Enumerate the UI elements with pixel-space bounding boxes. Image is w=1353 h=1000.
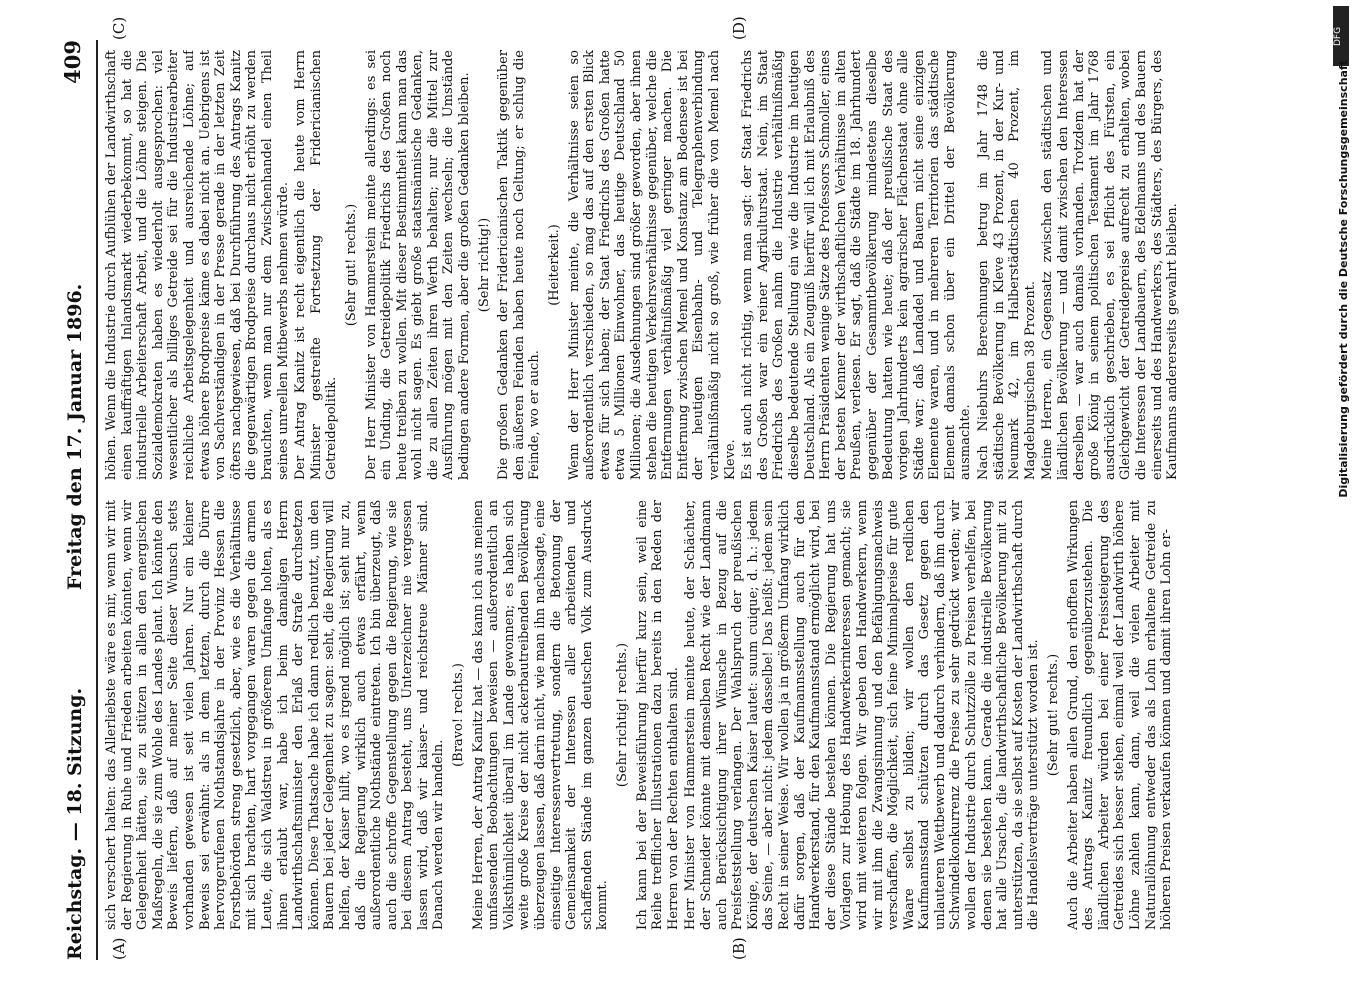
paragraph: Der Herr Minister von Hammerstein meinte allerdings: es sei ein Unding, die Getreidepolitik Friedrichs des Großen noch heute treiben zu wollen. Mit dieser Bestimmtheit kann man das wohl nicht sagen. Es giebt große staatsmännische Gedanken, die zu allen Zeiten ihren Werth behalten; nur die Mittel zur Ausführung mögen mit den Zeiten wechseln; die Umstände bedingen andere Formen, aber die großen Gedanken bleiben. [363,50,473,480]
page-header [60,40,90,960]
interjection: (Sehr gut! rechts.) [343,203,359,327]
paragraph: sich verschert halten: das Allerliebste wäre es mir, wenn wir mit der Regierung in Ruhe und Frieden arbeiten könnten, wenn wir Gelegenheit hätten, sie zu stützen in allen den energischen Maßregeln, die sie zum Wohle des Landes plant. Ich könnte den Beweis liefern, daß auf meiner Seite dieser Wunsch stets vorhanden gewesen ist seit vielen Jahren. Nur ein kleiner Beweis sei erwähnt: als in dem letzten, durch die Dürre hervorgerufenen Nothstandsjahre in der Provinz Hessen die Forstbehörden streng gesetzlich, aber, wie es die Verhältnisse mit sich brachten, hart vorgegangen waren gegen die armen Leute, die sich Waldstreu in größerem Umfange holten, als es ihnen erlaubt war, habe ich beim damaligen Herrn Landwirthschaftsminister den Erlaß der Strafe durchsetzen können. Diese Thatsache habe ich dann redlich benutzt, um den Bauern bei jeder Gelegenheit zu sagen: seht, die Regierung will helfen, der Kaiser hilft, wo es irgend möglich ist; seht nur zu, daß die Regierung wirklich auch etwas erfährt, wenn außerordentliche Nothstände eintreten. Ich bin überzeugt, daß auch die schroffe Gegenstellung gegen die Regierung, wie sie bei diesem Antrag besteht, uns Unterzeichner nie vergessen lassen wird, daß wir kaiser- und reichstreue Männer sind. Danach werden wir handeln. [104,500,447,930]
interjection: (Sehr richtig! rechts.) [615,642,630,788]
dfg-logo: DFG [1333,6,1349,66]
interjection: (Sehr gut! rechts.) [1046,653,1062,777]
paragraph: Auch die Arbeiter haben allen Grund, den erhofften Wirkungen des Antrags Kanitz freundlich gegenüberzustehen. Die ländlichen Arbeiter würden bei einer Preissteigerung des Getreides sich besser stehen, einmal weil der Landwirth höhere Löhne zahlen kann, dann, weil die vielen Arbeiter mit Naturallöhnung entweder das als Lohn erhaltene Getreide zu höheren Preisen verkaufen können und damit ihren Lohn er- [1065,500,1175,930]
left-column [104,500,1314,930]
margin-letter-c: (C) [110,16,128,40]
margin-letter-a: (A) [110,937,128,960]
paragraph: höhen. Wenn die Industrie durch Aufblühen der Landwirthschaft einen kauffräftigen Inlandsmarkt wiederbekommt, so hat die industrielle Arbeiterschaft Arbeit, und die Löhne steigen. Die Sozialdemokraten haben es wiederholt ausgesprochen: viel wesentlicher als billiges Getreide sei für die Industriearbeiter reichliche Arbeitsgelegenheit und ausreichende Löhne; auf etwas höhere Brodpreise käme es dabei nicht an. Uebrigens ist von Sachverständigen in der Presse gerade in der letzten Zeit öfters nachgewiesen, daß bei Durchführung des Antrags Kanitz die gegenwärtigen Brodpreise durchaus nicht erhöht zu werden brauchten, wenn man nur dem Zwischenhandel einen Theil seines unreellen Mitbewerbs nehmen würde. [104,50,291,480]
paragraph: Nach Niebuhrs Berechnungen betrug im Jahr 1748 die städtische Bevölkerung in Kleve 43 Prozent, in der Kur- und Neumark 42, im Halberstädtischen 40 Prozent, im Magdeburgischen 38 Prozent. [976,50,1038,480]
paragraph: Ich kann bei der Beweisführung hierfür kurz sein, weil eine Reihe trefflicher Illustrationen dazu bereits in den Reden der Herren von der Rechten enthalten sind. [634,500,681,930]
header-rule [96,40,98,960]
margin-letter-d: (D) [730,16,748,40]
paragraph: Der Antrag Kanitz ist recht eigentlich die heute vom Herrn Minister gestreifte Fortsetzung der Fridericianischen Getreidepolitik. [293,50,340,480]
paragraph: Meine Herren, ein Gegensatz zwischen den städtischen und ländlichen Bevölkerung — und damit zwischen den Interessen derselben — war auch damals vorhanden. Trotzdem hat der große König in seinem politischen Testament im Jahr 1768 ausdrücklich geschrieben, es sei Pflicht des Fürsten, ein Gleichgewicht der Getreidepreise aufrecht zu erhalten, wobei die Interessen der Landbauern, des Edelmanns und des Bauern einerseits und des Handwerkers, des Städters, des Bürgers, des Kaufmanns andererseits gewahrt bleiben. [1040,50,1181,480]
interjection: (Bravo! rechts.) [451,663,467,767]
margin-letter-b: (B) [730,937,748,960]
digitization-credit: Digitalisierung gefördert durch die Deutsche Forschungsgemeinschaft [1337,60,1350,498]
paragraph: Wenn der Herr Minister meinte, die Verhältnisse seien so außerordentlich verschieden, so mag das auf den ersten Blick etwas für sich haben; der Staat Friedrichs des Großen hatte etwa 5 Millionen Einwohner, das heutige Deutschland 50 Millionen; die Ausdehnungen sind größer geworden, aber ihnen stehen die heutigen Verkehrsverhältnisse gegenüber, welche die Entfernungen verhältnißmäßig viel geringer machen. Die Entfernung zwischen Memel und Konstanz am Bodensee ist bei der heutigen Eisenbahn- und Telegraphenverbindung verhältnißmäßig nicht so groß, wie früher die von Memel nach Kleve. [566,50,738,480]
interjection: (Sehr richtig!) [476,217,492,313]
paragraph: Meine Herren, der Antrag Kanitz hat — das kann ich aus meinen umfassenden Beobachtungen beweisen — außerordentlich an Volksthümlichkeit überall im Lande gewonnen; es haben sich weite große Kreise der nicht ackerbautreibenden Bevölkerung überzeugen lassen, daß darin nicht, wie man ihn nachsagte, eine einseitige Interessenvertretung, sondern die Betonung der Gemeinsamkeit der Interessen aller arbeitenden und schaffenden Stände im ganzen deutschen Volk zum Ausdruck kommt. [470,500,611,930]
paragraph: Herr Minister von Hammerstein meinte heute, der Schächter, der Schneider könnte mit demselben Recht wie der Landmann auch Berücksichtigung ihrer Wünsche in Bezug auf die Preisfeststellung verlangen. Der Wahlspruch der preußischen Könige, der deutschen Kaiser lautet: suum cuique; d. h.: jedem das Seine, — aber nicht: jedem dasselbe! Das heißt: jedem sein Recht in seiner Weise. Wir wollen ja in größerm Umfang wirklich dafür sorgen, daß der Kaufmannsstellung auch für den Handwerkerstand, für den Kaufmannsstand ermöglicht wird, bei der diese Stände bestehen können. Die Regierung hat uns Vorlagen zur Hebung des Handwerkerinteressen gemacht; sie wird mit weiteren folgen. Wir geben den Handwerkern, wenn wir mit ihm die Zwangsinnung und den Befähigungsnachweis verschaffen, die Möglichkeit, sich feine Minimalpreise für gute Waare selbst zu bilden; wir wollen den redlichen Kaufmannsstand schützen durch das Gesetz gegen den unlauteren Wettbewerb und dadurch verhindern, daß ihm durch Schwindelkonkurrenz die Preise zu sehr gedrückt werden; wir wollen der Industrie durch Schutzzölle zu Preisen verhelfen, bei denen sie bestehen kann. Gerade die industrielle Bevölkerung hat alle Ursache, die landwirthschaftliche Bevölkerung mit zu unterstützen, da sie selbst auf Kosten der Landwirthschaft durch die Handelsverträge unterstützt worden ist. [683,500,1042,930]
header-date: Freitag den 17. Januar 1896. [64,283,86,590]
paragraph: Es ist auch nicht richtig, wenn man sagt: der Staat Friedrichs des Großen war ein reiner Agrikulturstaat. Nein, im Staat Friedrichs des Großen nahm die Industrie verhältnißmäßig dieselbe bedeutende Stellung ein wie die Industrie im heutigen Deutschland. Als ein Zeugniß hierfür will ich mit Erlaubniß des Herrn Präsidenten wenige Sätze des Professors Schmoller, eines der besten Kenner der wirthschaftlichen Verhältnisse im alten Preußen, verlesen. Er sagt, daß die Städte im 18. Jahrhundert gegenüber der Gesammtbevölkerung mindestens dieselbe Bedeutung hatten wie heute; daß der preußische Staat des vorigen Jahrhunderts kein agrarischer Flächenstaat ohne alle Städte war; daß Landadel und Bauern nicht seine einzigen Elemente waren, und in mehreren Territorien das städtische Element damals schon über ein Drittel der Bevölkerung ausmachte. [740,50,974,480]
interjection: (Heiterkeit.) [547,224,563,306]
right-column [104,50,1314,480]
rotated-page [40,0,1340,1000]
header-session: Reichstag. — 18. Sitzung. [64,687,86,960]
page-number: 409 [60,40,85,84]
paragraph: Die großen Gedanken der Fridericianischen Taktik gegenüber den äußeren Feinden haben heute noch Geltung; er schlug die Feinde, wo er auch. [496,50,543,480]
